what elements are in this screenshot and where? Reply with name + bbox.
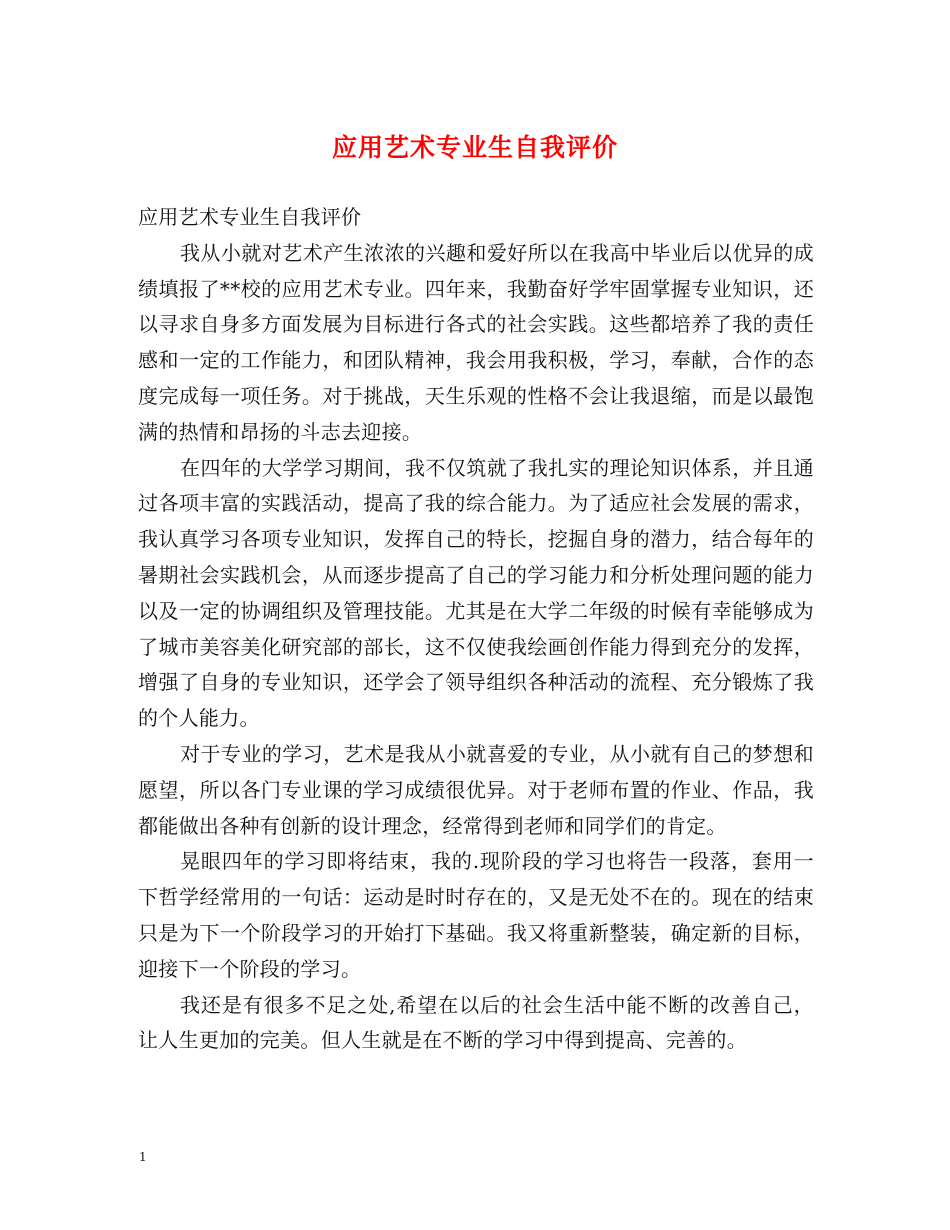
- paragraph-4: 晃眼四年的学习即将结束，我的.现阶段的学习也将告一段落，套用一下哲学经常用的一句话：运动是时时存在的，又是无处不在的。现在的结束只是为下一个阶段学习的开始打下基础。我又将重新整装，确定新的目标，迎接下一个阶段的学习。: [138, 849, 814, 981]
- document-body: [138, 200, 814, 1059]
- paragraph-2: 在四年的大学学习期间，我不仅筑就了我扎实的理论知识体系，并且通过各项丰富的实践活动，提高了我的综合能力。为了适应社会发展的需求，我认真学习各项专业知识，发挥自己的特长，挖掘自身的潜力，结合每年的暑期社会实践机会，从而逐步提高了自己的学习能力和分析处理问题的能力以及一定的协调组织及管理技能。尤其是在大学二年级的时候有幸能够成为了城市美容美化研究部的部长，这不仅使我绘画创作能力得到充分的发挥，增强了自身的专业知识，还学会了领导组织各种活动的流程、充分锻炼了我的个人能力。: [138, 455, 814, 731]
- document-title: 应用艺术专业生自我评价: [331, 133, 618, 162]
- paragraph-1: 我从小就对艺术产生浓浓的兴趣和爱好所以在我高中毕业后以优异的成绩填报了**校的应用艺术专业。四年来，我勤奋好学牢固掌握专业知识，还以寻求自身多方面发展为目标进行各式的社会实践。这些都培养了我的责任感和一定的工作能力，和团队精神，我会用我积极，学习，奉献，合作的态度完成每一项任务。对于挑战，天生乐观的性格不会让我退缩，而是以最饱满的热情和昂扬的斗志去迎接。: [138, 240, 814, 444]
- paragraph-3: 对于专业的学习，艺术是我从小就喜爱的专业，从小就有自己的梦想和愿望，所以各门专业课的学习成绩很优异。对于老师布置的作业、作品，我都能做出各种有创新的设计理念，经常得到老师和同学们的肯定。: [138, 741, 814, 838]
- paragraph-5: 我还是有很多不足之处,希望在以后的社会生活中能不断的改善自己，让人生更加的完美。但人生就是在不断的学习中得到提高、完善的。: [138, 992, 814, 1053]
- document-subtitle: 应用艺术专业生自我评价: [138, 205, 362, 229]
- page-number: 1: [139, 1150, 147, 1164]
